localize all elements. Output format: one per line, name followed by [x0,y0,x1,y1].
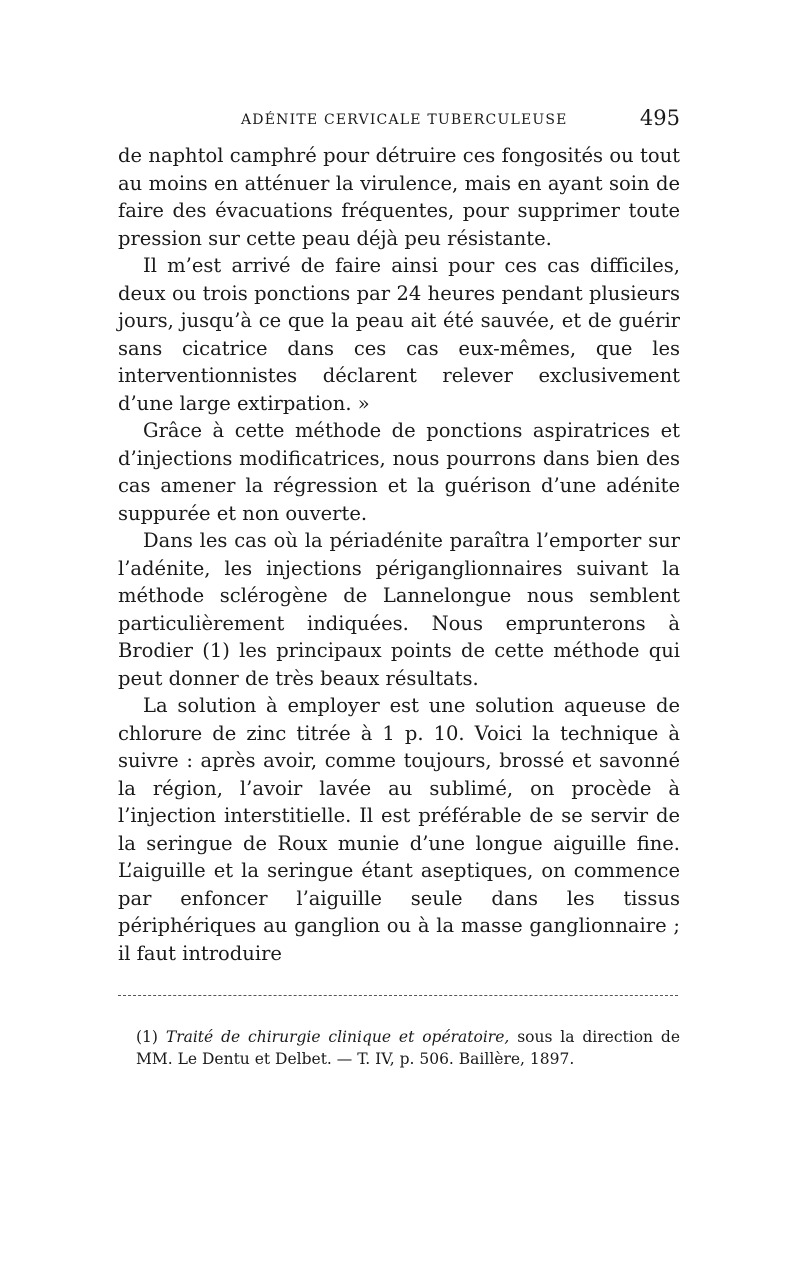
running-title: ADÉNITE CERVICALE TUBERCULEUSE [241,112,568,128]
footnote [118,1026,680,1070]
footnote-marker: (1) [136,1028,158,1046]
paragraph-5: La solution à employer est une solution aqueuse de chlorure de zinc titrée à 1 p. 10. Voici la technique à suivre : après avoir, comme toujours, brossé et savonné la région, l’avoir lavée au sublimé, on procède à l’injection interstitielle. Il est préférable de se servir de la seringue de Roux munie d’une longue aiguille fine. L’aiguille et la seringue étant aseptiques, on commence par enfoncer l’aiguille seule dans les tissus périphériques au ganglion ou à la masse ganglionnaire ; il faut introduire [118,694,680,965]
paragraph-4: Dans les cas où la périadénite paraîtra l’emporter sur l’adénite, les injections périganglionnaires suivant la méthode sclérogène de Lannelongue nous semblent particulièrement indiquées. Nous emprunterons à Brodier (1) les principaux points de cette méthode qui peut donner de très beaux résultats. [118,529,680,690]
body-text [118,142,680,967]
page-number: 495 [639,106,680,130]
footnote-title: Traité de chirurgie clinique et opératoire, [165,1028,510,1046]
footnote-divider [118,995,678,996]
footnote-rest: sous la direction de MM. Le Dentu et Delbet. — T. IV, p. 506. Baillère, 1897. [136,1028,680,1068]
paragraph-3: Grâce à cette méthode de ponctions aspiratrices et d’injections modificatrices, nous pourrons dans bien des cas amener la régression et la guérison d’une adénite suppurée et non ouverte. [118,419,680,525]
page-header [118,104,680,142]
paragraph-1: de naphtol camphré pour détruire ces fongosités ou tout au moins en atténuer la virulence, mais en ayant soin de faire des évacuations fréquentes, pour supprimer toute pression sur cette peau déjà peu résistante. [118,144,680,250]
paragraph-2: Il m’est arrivé de faire ainsi pour ces cas difficiles, deux ou trois ponctions par 24 heures pendant plusieurs jours, jusqu’à ce que la peau ait été sauvée, et de guérir sans cicatrice dans ces cas eux-mêmes, que les interventionnistes déclarent relever exclusivement d’une large extirpation. » [118,254,680,415]
book-page [118,104,680,1070]
